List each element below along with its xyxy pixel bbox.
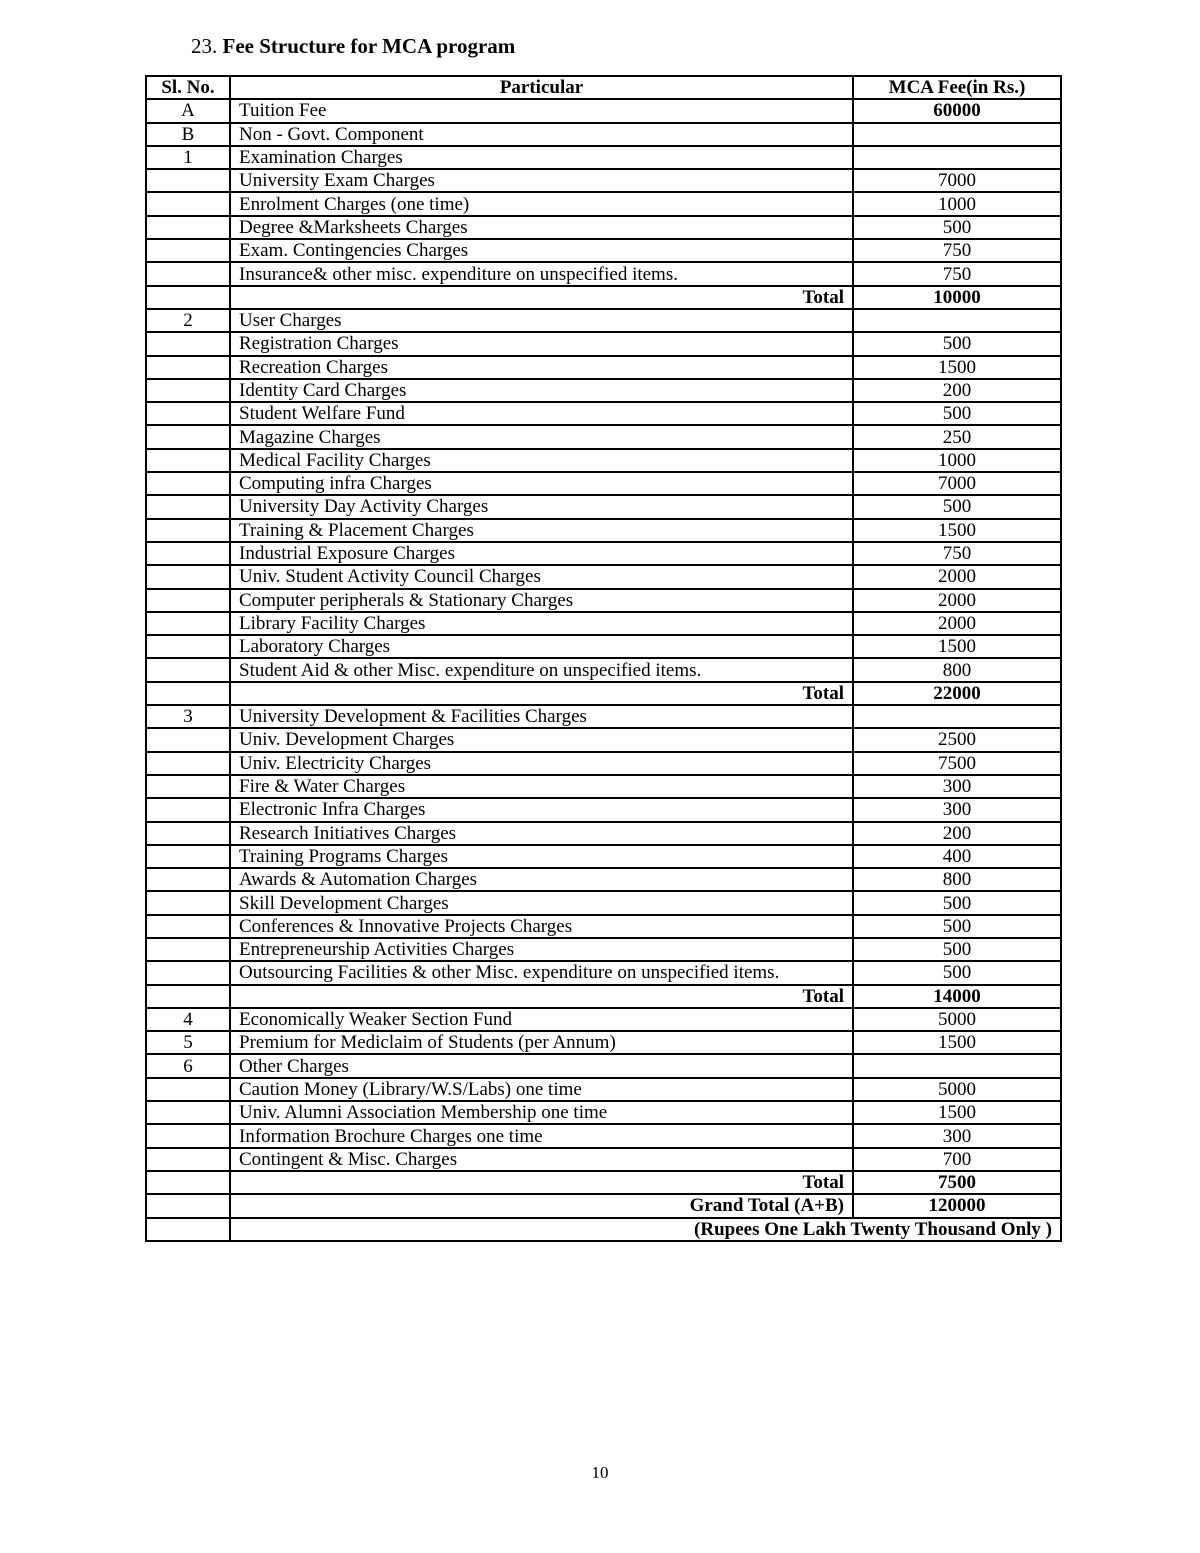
- cell-amount: 2000: [853, 589, 1061, 612]
- table-row: [146, 262, 1061, 285]
- cell-particular: Electronic Infra Charges: [230, 798, 853, 821]
- header-fee: MCA Fee(in Rs.): [853, 76, 1061, 99]
- cell-sl-no: [146, 356, 230, 379]
- cell-particular: Tuition Fee: [230, 99, 853, 122]
- table-row: [146, 612, 1061, 635]
- cell-amount: 400: [853, 845, 1061, 868]
- cell-amount: 300: [853, 775, 1061, 798]
- cell-sl-no: [146, 798, 230, 821]
- cell-particular: Contingent & Misc. Charges: [230, 1148, 853, 1171]
- table-row: [146, 938, 1061, 961]
- cell-sl-no: [146, 891, 230, 914]
- table-row: [146, 402, 1061, 425]
- cell-amount: 500: [853, 402, 1061, 425]
- cell-sl-no: [146, 239, 230, 262]
- cell-amount: 200: [853, 822, 1061, 845]
- cell-sl-no: [146, 169, 230, 192]
- table-row: [146, 216, 1061, 239]
- cell-particular: Identity Card Charges: [230, 379, 853, 402]
- table-row: [146, 1101, 1061, 1124]
- cell-sl-no: [146, 938, 230, 961]
- amount-in-words-row: [146, 1218, 1061, 1241]
- table-row: [146, 1031, 1061, 1054]
- cell-sl-no: [146, 1194, 230, 1217]
- cell-amount: [853, 1054, 1061, 1077]
- cell-sl-no: [146, 449, 230, 472]
- table-row: [146, 775, 1061, 798]
- cell-particular: Training & Placement Charges: [230, 519, 853, 542]
- cell-sl-no: A: [146, 99, 230, 122]
- cell-sl-no: [146, 915, 230, 938]
- cell-sl-no: [146, 542, 230, 565]
- section-number: 23.: [191, 34, 218, 58]
- table-row: [146, 123, 1061, 146]
- section-title: Fee Structure for MCA program: [222, 34, 516, 58]
- cell-particular: Skill Development Charges: [230, 891, 853, 914]
- cell-total-amount: 14000: [853, 985, 1061, 1008]
- table-row: [146, 728, 1061, 751]
- table-row: [146, 146, 1061, 169]
- cell-total-label: Total: [230, 985, 853, 1008]
- cell-sl-no: [146, 216, 230, 239]
- cell-particular: Registration Charges: [230, 332, 853, 355]
- cell-total-amount: 10000: [853, 286, 1061, 309]
- table-row: [146, 798, 1061, 821]
- cell-sl-no: [146, 262, 230, 285]
- cell-amount: 500: [853, 332, 1061, 355]
- table-row: [146, 169, 1061, 192]
- cell-amount: 750: [853, 239, 1061, 262]
- cell-particular: Univ. Student Activity Council Charges: [230, 565, 853, 588]
- table-row: [146, 915, 1061, 938]
- cell-sl-no: [146, 775, 230, 798]
- cell-sl-no: [146, 1078, 230, 1101]
- page-number: 10: [591, 1463, 609, 1482]
- cell-sl-no: [146, 1101, 230, 1124]
- cell-total-label: Grand Total (A+B): [230, 1194, 853, 1217]
- cell-sl-no: [146, 589, 230, 612]
- table-row: [146, 379, 1061, 402]
- cell-sl-no: [146, 752, 230, 775]
- cell-amount: 1500: [853, 1101, 1061, 1124]
- cell-amount: 1500: [853, 635, 1061, 658]
- cell-particular: Laboratory Charges: [230, 635, 853, 658]
- cell-particular: User Charges: [230, 309, 853, 332]
- cell-particular: Enrolment Charges (one time): [230, 192, 853, 215]
- cell-sl-no: [146, 1218, 230, 1241]
- cell-amount: 2000: [853, 612, 1061, 635]
- table-row: [146, 565, 1061, 588]
- cell-particular: Magazine Charges: [230, 425, 853, 448]
- cell-amount: 1000: [853, 449, 1061, 472]
- cell-amount: 500: [853, 891, 1061, 914]
- table-body: [146, 99, 1061, 1241]
- cell-sl-no: [146, 565, 230, 588]
- cell-particular: Computer peripherals & Stationary Charges: [230, 589, 853, 612]
- table-row: [146, 332, 1061, 355]
- cell-particular: Conferences & Innovative Projects Charges: [230, 915, 853, 938]
- cell-amount: 500: [853, 961, 1061, 984]
- table-row: [146, 519, 1061, 542]
- cell-sl-no: 4: [146, 1008, 230, 1031]
- total-row: [146, 1171, 1061, 1194]
- cell-amount: 500: [853, 915, 1061, 938]
- cell-total-amount: 7500: [853, 1171, 1061, 1194]
- table-row: [146, 1054, 1061, 1077]
- cell-sl-no: B: [146, 123, 230, 146]
- cell-total-label: Total: [230, 1171, 853, 1194]
- cell-particular: Degree &Marksheets Charges: [230, 216, 853, 239]
- table-row: [146, 705, 1061, 728]
- cell-sl-no: [146, 822, 230, 845]
- cell-amount: 750: [853, 542, 1061, 565]
- table-row: [146, 752, 1061, 775]
- table-row: [146, 658, 1061, 681]
- table-row: [146, 1008, 1061, 1031]
- cell-amount: 800: [853, 658, 1061, 681]
- cell-particular: Industrial Exposure Charges: [230, 542, 853, 565]
- cell-sl-no: [146, 682, 230, 705]
- cell-sl-no: 5: [146, 1031, 230, 1054]
- cell-particular: Library Facility Charges: [230, 612, 853, 635]
- cell-amount: 5000: [853, 1008, 1061, 1031]
- table-row: [146, 542, 1061, 565]
- table-row: [146, 961, 1061, 984]
- table-row: [146, 192, 1061, 215]
- cell-amount: 200: [853, 379, 1061, 402]
- cell-sl-no: [146, 658, 230, 681]
- cell-total-label: Total: [230, 682, 853, 705]
- cell-particular: Student Welfare Fund: [230, 402, 853, 425]
- cell-particular: Other Charges: [230, 1054, 853, 1077]
- cell-particular: Economically Weaker Section Fund: [230, 1008, 853, 1031]
- cell-amount: 7000: [853, 169, 1061, 192]
- cell-amount: 700: [853, 1148, 1061, 1171]
- table-row: [146, 99, 1061, 122]
- cell-sl-no: [146, 1171, 230, 1194]
- total-row: [146, 682, 1061, 705]
- cell-sl-no: [146, 635, 230, 658]
- cell-sl-no: 1: [146, 146, 230, 169]
- cell-amount: 2000: [853, 565, 1061, 588]
- cell-particular: Univ. Alumni Association Membership one time: [230, 1101, 853, 1124]
- cell-amount: 1000: [853, 192, 1061, 215]
- amount-in-words: (Rupees One Lakh Twenty Thousand Only ): [230, 1218, 1061, 1241]
- table-row: [146, 495, 1061, 518]
- table-row: [146, 868, 1061, 891]
- cell-particular: Exam. Contingencies Charges: [230, 239, 853, 262]
- cell-sl-no: [146, 495, 230, 518]
- cell-sl-no: [146, 286, 230, 309]
- table-row: [146, 1078, 1061, 1101]
- total-row: [146, 1194, 1061, 1217]
- cell-particular: Examination Charges: [230, 146, 853, 169]
- cell-particular: University Day Activity Charges: [230, 495, 853, 518]
- cell-amount: 250: [853, 425, 1061, 448]
- cell-particular: Recreation Charges: [230, 356, 853, 379]
- cell-particular: Caution Money (Library/W.S/Labs) one time: [230, 1078, 853, 1101]
- table-row: [146, 822, 1061, 845]
- cell-particular: Research Initiatives Charges: [230, 822, 853, 845]
- cell-amount: [853, 146, 1061, 169]
- cell-sl-no: 2: [146, 309, 230, 332]
- cell-amount: 500: [853, 938, 1061, 961]
- cell-amount: [853, 123, 1061, 146]
- cell-amount: 500: [853, 216, 1061, 239]
- cell-amount: [853, 705, 1061, 728]
- cell-total-amount: 120000: [853, 1194, 1061, 1217]
- total-row: [146, 985, 1061, 1008]
- cell-amount: 7500: [853, 752, 1061, 775]
- cell-sl-no: [146, 985, 230, 1008]
- cell-sl-no: [146, 728, 230, 751]
- cell-particular: Information Brochure Charges one time: [230, 1124, 853, 1147]
- cell-particular: Univ. Development Charges: [230, 728, 853, 751]
- cell-particular: Fire & Water Charges: [230, 775, 853, 798]
- table-row: [146, 449, 1061, 472]
- table-row: [146, 845, 1061, 868]
- cell-amount: 1500: [853, 519, 1061, 542]
- cell-particular: University Exam Charges: [230, 169, 853, 192]
- table-header-row: [146, 76, 1061, 99]
- table-row: [146, 472, 1061, 495]
- cell-amount: 500: [853, 495, 1061, 518]
- cell-sl-no: [146, 845, 230, 868]
- table-row: [146, 1148, 1061, 1171]
- cell-particular: Premium for Mediclaim of Students (per Annum): [230, 1031, 853, 1054]
- total-row: [146, 286, 1061, 309]
- cell-amount: 2500: [853, 728, 1061, 751]
- cell-amount: 1500: [853, 356, 1061, 379]
- cell-sl-no: [146, 519, 230, 542]
- cell-sl-no: [146, 961, 230, 984]
- cell-particular: Non - Govt. Component: [230, 123, 853, 146]
- cell-particular: Outsourcing Facilities & other Misc. expenditure on unspecified items.: [230, 961, 853, 984]
- cell-sl-no: [146, 379, 230, 402]
- cell-sl-no: [146, 402, 230, 425]
- cell-particular: Univ. Electricity Charges: [230, 752, 853, 775]
- cell-amount: 750: [853, 262, 1061, 285]
- cell-particular: Awards & Automation Charges: [230, 868, 853, 891]
- cell-sl-no: [146, 332, 230, 355]
- cell-total-label: Total: [230, 286, 853, 309]
- cell-sl-no: [146, 192, 230, 215]
- fee-structure-table: [145, 75, 1062, 1242]
- cell-particular: Insurance& other misc. expenditure on unspecified items.: [230, 262, 853, 285]
- cell-sl-no: [146, 1124, 230, 1147]
- table-row: [146, 1124, 1061, 1147]
- header-sl-no: Sl. No.: [146, 76, 230, 99]
- table-row: [146, 891, 1061, 914]
- header-particular: Particular: [230, 76, 853, 99]
- cell-amount: [853, 309, 1061, 332]
- cell-particular: Student Aid & other Misc. expenditure on unspecified items.: [230, 658, 853, 681]
- section-heading: [191, 34, 515, 59]
- cell-amount: 5000: [853, 1078, 1061, 1101]
- cell-amount: 1500: [853, 1031, 1061, 1054]
- cell-sl-no: [146, 425, 230, 448]
- cell-particular: Medical Facility Charges: [230, 449, 853, 472]
- cell-amount: 300: [853, 1124, 1061, 1147]
- cell-sl-no: [146, 612, 230, 635]
- cell-particular: Computing infra Charges: [230, 472, 853, 495]
- cell-particular: Entrepreneurship Activities Charges: [230, 938, 853, 961]
- cell-total-amount: 22000: [853, 682, 1061, 705]
- cell-sl-no: [146, 472, 230, 495]
- cell-amount: 7000: [853, 472, 1061, 495]
- table-row: [146, 356, 1061, 379]
- cell-amount: 60000: [853, 99, 1061, 122]
- cell-sl-no: 6: [146, 1054, 230, 1077]
- table-row: [146, 635, 1061, 658]
- table-row: [146, 589, 1061, 612]
- table-row: [146, 309, 1061, 332]
- cell-particular: Training Programs Charges: [230, 845, 853, 868]
- cell-sl-no: 3: [146, 705, 230, 728]
- table-row: [146, 425, 1061, 448]
- cell-amount: 800: [853, 868, 1061, 891]
- cell-particular: University Development & Facilities Charges: [230, 705, 853, 728]
- cell-sl-no: [146, 868, 230, 891]
- cell-amount: 300: [853, 798, 1061, 821]
- table-row: [146, 239, 1061, 262]
- cell-sl-no: [146, 1148, 230, 1171]
